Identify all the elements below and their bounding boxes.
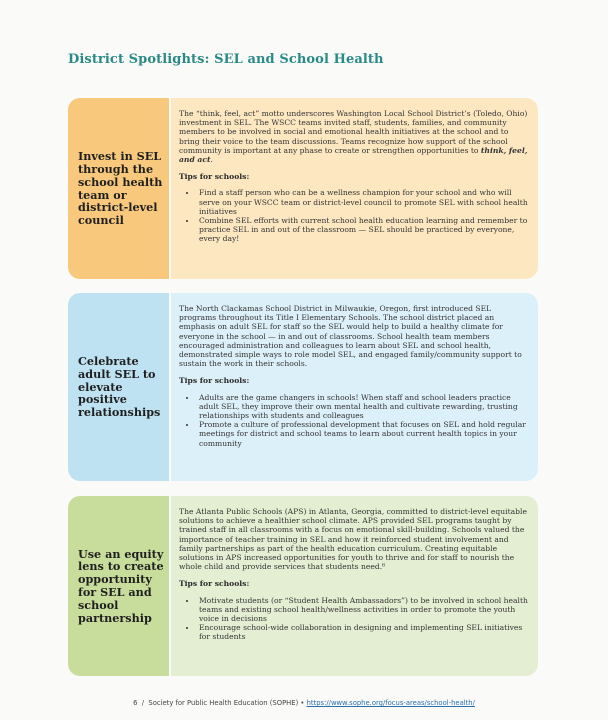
tip-item: • Find a staff person who can be a wellness champion for your school and who will serve on your WSCC team or district-level council to promote SEL with school health initiatives xyxy=(197,188,528,216)
spotlight-card-invest xyxy=(68,98,538,279)
tip-item: • Encourage school-wide collaboration in designing and implementing SEL initiatives for students xyxy=(197,623,528,641)
footer-link[interactable]: https://www.sophe.org/focus-areas/school-health/ xyxy=(306,699,475,707)
page-footer xyxy=(0,699,608,707)
card-body-text: The “think, feel, act” motto underscores Washington Local School District’s (Toledo, Ohio) investment in SEL. The WSCC teams invited staff, students, families, and community members to be involved in social and emotional health initiatives at the school and to bring their voice to the team discussions. Teams recognize how support of the school community is important at any phase to create or strengthen opportunities to xyxy=(179,109,528,155)
card-content xyxy=(171,496,538,676)
page-number: 6 xyxy=(133,699,138,707)
tips-list xyxy=(179,188,528,243)
card-body xyxy=(179,109,528,164)
tips-heading: Tips for schools: xyxy=(179,376,250,386)
tip-item: • Adults are the game changers in schools! When staff and school leaders practice adult SEL, they improve their own mental health and cultivate rewarding, trusting relationships with students and colleagues xyxy=(197,393,528,421)
card-title: Invest in SEL through the school health team or district-level council xyxy=(78,149,163,228)
tip-item: • Combine SEL efforts with current school health education learning and remember to practice SEL in and out of the classroom — SEL should be practiced by everyone, every day! xyxy=(197,216,528,244)
card-body: The North Clackamas School District in Milwaukie, Oregon, first introduced SEL programs throughout its Title I Elementary Schools. The school district placed an emphasis on adult SEL for staff so the SEL would help to build a healthy climate for everyone in the school — in and out of classrooms. School health team members encouraged administration and colleagues to learn about SEL and school health, demonstrated simple ways to role model SEL, and engaged family/community support to sustain the work in their schools. xyxy=(179,304,522,369)
tips-heading: Tips for schools: xyxy=(179,172,250,182)
page-heading: District Spotlights: SEL and School Health xyxy=(68,52,384,67)
card-title-panel xyxy=(68,98,169,279)
card-body-end: . xyxy=(210,155,213,165)
tips-list xyxy=(179,393,528,448)
card-content xyxy=(171,98,538,279)
card-content xyxy=(171,293,538,481)
card-title-panel xyxy=(68,293,169,481)
card-body: The Atlanta Public Schools (APS) in Atlanta, Georgia, committed to district-level equitable solutions to achieve a healthier school climate. APS provided SEL programs taught by trained staff in all classrooms with a focus on emotional skill-building. Schools valued the importance of teacher training in SEL and how it reinforced student involvement and family partnerships as part of the health education curriculum. Creating equitable solutions in APS increased opportunities for youth to thrive and for staff to nourish the whole child and provide services that students need.⁶ xyxy=(179,507,527,572)
footer-org: Society for Public Health Education (SOPHE) • xyxy=(148,699,305,707)
footer-separator: / xyxy=(141,699,145,707)
tips-heading: Tips for schools: xyxy=(179,579,250,589)
spotlight-card-equity xyxy=(68,496,538,676)
tip-item: • Promote a culture of professional development that focuses on SEL and hold regular meetings for district and school teams to learn about current health topics in your community xyxy=(197,420,528,448)
card-title: Use an equity lens to create opportunity for SEL and school partnership xyxy=(78,546,164,625)
tip-item: • Motivate students (or “Student Health Ambassadors”) to be involved in school health teams and existing school health/wellness activities in order to promote the youth voice in decisions xyxy=(197,596,528,624)
card-title: Celebrate adult SEL to elevate positive relationships xyxy=(78,354,161,420)
card-body-emphasis: think, feel, and act xyxy=(179,145,528,165)
card-title-panel xyxy=(68,496,169,676)
spotlight-card-celebrate xyxy=(68,293,538,481)
tips-list xyxy=(179,596,528,642)
